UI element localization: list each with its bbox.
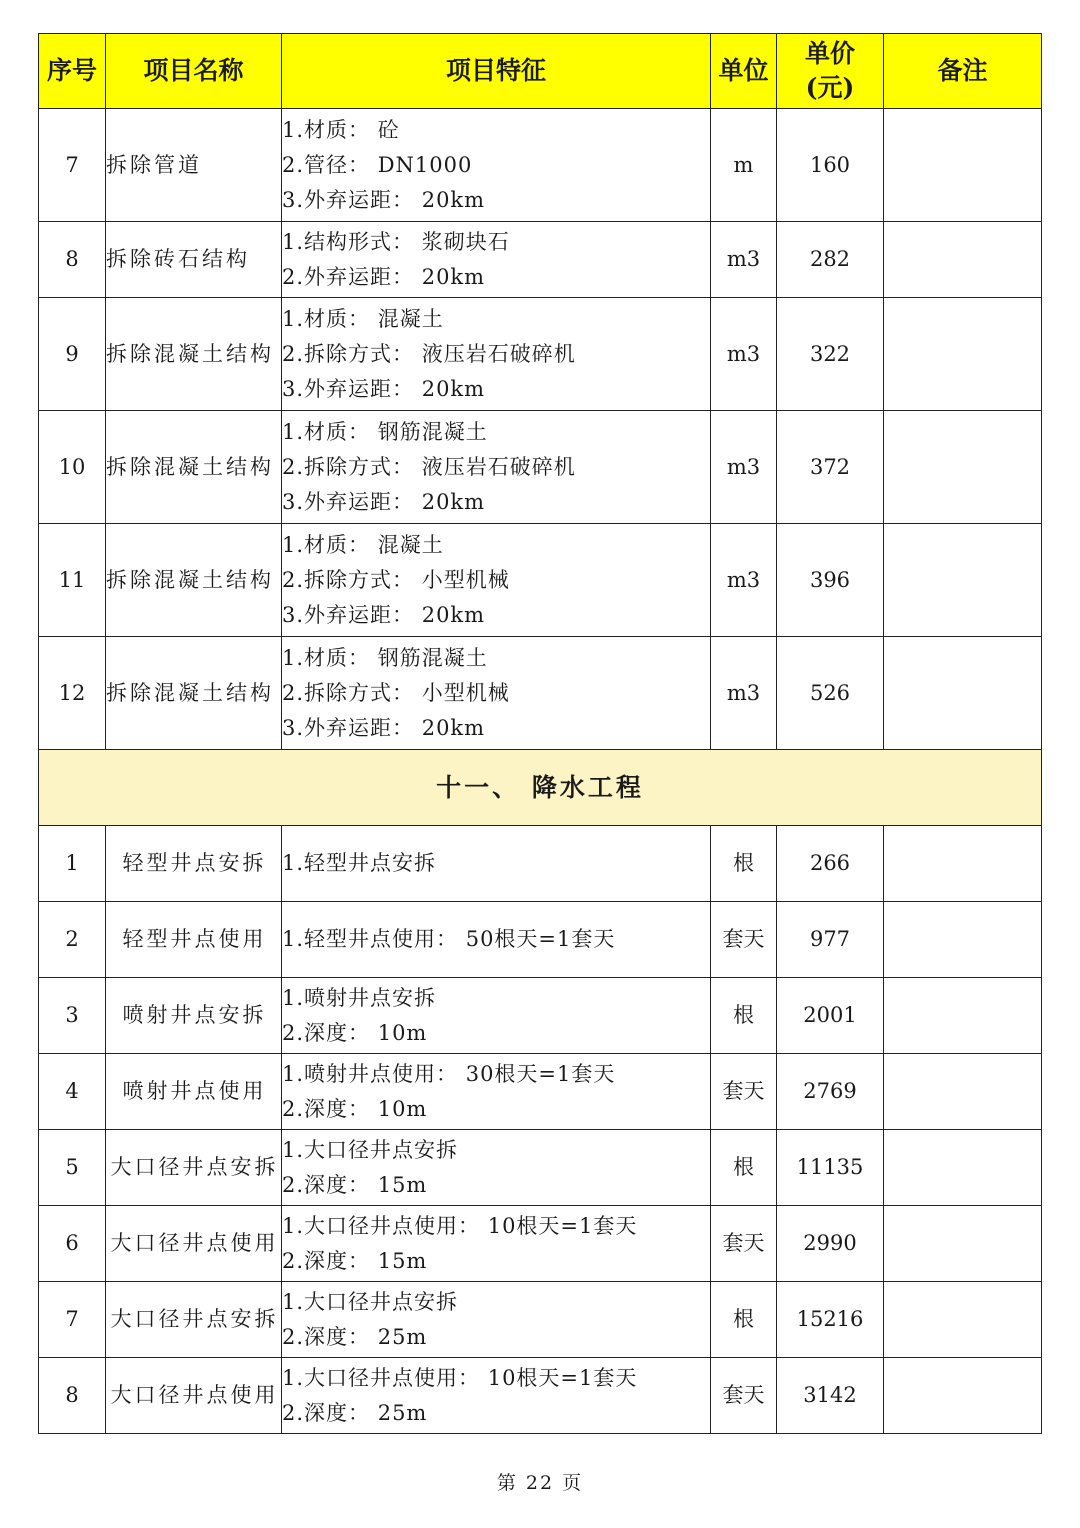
- feature-line: 1.结构形式： 浆砌块石: [282, 229, 510, 254]
- feature-line: 3.外弃运距： 20km: [282, 187, 486, 212]
- table-row: [39, 298, 1042, 411]
- section-row: [39, 750, 1042, 826]
- feature-line: 1.材质： 砼: [282, 117, 400, 142]
- cell-features: [282, 1054, 711, 1130]
- cell-no: 3: [39, 978, 106, 1054]
- cell-price: 160: [777, 109, 884, 222]
- cell-no: 7: [39, 109, 106, 222]
- feature-line: 1.喷射井点使用： 30根天=1套天: [282, 1061, 616, 1086]
- header-unit: 单位: [711, 34, 777, 109]
- cell-price: 977: [777, 902, 884, 978]
- table-header-row: [39, 34, 1042, 109]
- feature-line: 1.轻型井点使用： 50根天=1套天: [282, 927, 616, 951]
- cell-unit: 根: [711, 826, 777, 902]
- cell-name: 大口径井点使用: [106, 1206, 282, 1282]
- feature-line: 2.拆除方式： 液压岩石破碎机: [282, 454, 576, 479]
- header-feature: 项目特征: [282, 34, 711, 109]
- cell-no: 12: [39, 637, 106, 750]
- cell-features: [282, 1130, 711, 1206]
- table-row: [39, 1206, 1042, 1282]
- cell-name: 喷射井点使用: [106, 1054, 282, 1130]
- cell-price: 11135: [777, 1130, 884, 1206]
- cell-name: 喷射井点安拆: [106, 978, 282, 1054]
- feature-line: 1.材质： 混凝土: [282, 532, 444, 557]
- cell-unit: m: [711, 109, 777, 222]
- feature-line: 1.大口径井点使用： 10根天=1套天: [282, 1213, 638, 1238]
- feature-line: 1.材质： 混凝土: [282, 306, 444, 331]
- table-row: [39, 109, 1042, 222]
- cell-features: [282, 1206, 711, 1282]
- header-no: 序号: [39, 34, 106, 109]
- header-price-line2: (元): [805, 73, 855, 102]
- cell-price: 3142: [777, 1358, 884, 1434]
- cell-name: 大口径井点安拆: [106, 1282, 282, 1358]
- cell-unit: 套天: [711, 1358, 777, 1434]
- cell-features: [282, 524, 711, 637]
- cell-unit: 套天: [711, 1054, 777, 1130]
- table-row: [39, 902, 1042, 978]
- feature-line: 3.外弃运距： 20km: [282, 489, 486, 514]
- cell-remark: [884, 1282, 1042, 1358]
- feature-line: 2.外弃运距： 20km: [282, 264, 486, 289]
- cell-no: 8: [39, 222, 106, 298]
- cell-name: 拆除混凝土结构: [106, 411, 282, 524]
- header-price-line1: 单价: [804, 39, 855, 68]
- cell-unit: 根: [711, 1282, 777, 1358]
- table-body-dewatering: [39, 826, 1042, 1434]
- cell-name: 拆除管道: [106, 109, 282, 222]
- cell-price: 2990: [777, 1206, 884, 1282]
- cell-features: [282, 1282, 711, 1358]
- cell-features: [282, 902, 711, 978]
- cell-no: 4: [39, 1054, 106, 1130]
- cell-features: [282, 978, 711, 1054]
- cell-price: 282: [777, 222, 884, 298]
- feature-line: 3.外弃运距： 20km: [282, 376, 486, 401]
- cell-no: 6: [39, 1206, 106, 1282]
- section-title: 十一、 降水工程: [39, 750, 1042, 826]
- cell-remark: [884, 1206, 1042, 1282]
- feature-line: 1.大口径井点安拆: [282, 1289, 459, 1314]
- cell-price: 15216: [777, 1282, 884, 1358]
- table-row: [39, 826, 1042, 902]
- cell-no: 1: [39, 826, 106, 902]
- cell-unit: m3: [711, 222, 777, 298]
- cell-features: [282, 109, 711, 222]
- feature-line: 2.深度： 25m: [282, 1324, 428, 1349]
- feature-line: 2.深度： 10m: [282, 1096, 428, 1121]
- price-table: [38, 33, 1042, 1434]
- cell-remark: [884, 826, 1042, 902]
- cell-remark: [884, 637, 1042, 750]
- table-row: [39, 1054, 1042, 1130]
- table-row: [39, 524, 1042, 637]
- feature-line: 1.材质： 钢筋混凝土: [282, 419, 488, 444]
- table-row: [39, 637, 1042, 750]
- cell-price: 2769: [777, 1054, 884, 1130]
- cell-price: 526: [777, 637, 884, 750]
- cell-remark: [884, 902, 1042, 978]
- cell-no: 11: [39, 524, 106, 637]
- cell-unit: m3: [711, 524, 777, 637]
- feature-line: 2.深度： 15m: [282, 1172, 428, 1197]
- table-row: [39, 222, 1042, 298]
- cell-features: [282, 1358, 711, 1434]
- cell-price: 396: [777, 524, 884, 637]
- cell-remark: [884, 978, 1042, 1054]
- cell-unit: m3: [711, 298, 777, 411]
- cell-price: 322: [777, 298, 884, 411]
- table-row: [39, 1282, 1042, 1358]
- cell-name: 拆除混凝土结构: [106, 637, 282, 750]
- cell-unit: m3: [711, 411, 777, 524]
- cell-features: [282, 637, 711, 750]
- table-row: [39, 1358, 1042, 1434]
- cell-remark: [884, 1358, 1042, 1434]
- cell-no: 7: [39, 1282, 106, 1358]
- cell-no: 9: [39, 298, 106, 411]
- cell-features: [282, 411, 711, 524]
- cell-name: 拆除砖石结构: [106, 222, 282, 298]
- cell-name: 大口径井点安拆: [106, 1130, 282, 1206]
- cell-unit: 根: [711, 978, 777, 1054]
- feature-line: 1.喷射井点安拆: [282, 985, 437, 1010]
- feature-line: 2.深度： 15m: [282, 1248, 428, 1273]
- feature-line: 2.拆除方式： 小型机械: [282, 680, 510, 705]
- header-name: 项目名称: [106, 34, 282, 109]
- cell-remark: [884, 222, 1042, 298]
- cell-remark: [884, 298, 1042, 411]
- cell-name: 大口径井点使用: [106, 1358, 282, 1434]
- cell-price: 2001: [777, 978, 884, 1054]
- cell-features: [282, 222, 711, 298]
- cell-name: 轻型井点使用: [106, 902, 282, 978]
- cell-no: 10: [39, 411, 106, 524]
- cell-unit: m3: [711, 637, 777, 750]
- cell-remark: [884, 109, 1042, 222]
- feature-line: 2.管径： DN1000: [282, 152, 473, 177]
- feature-line: 1.大口径井点安拆: [282, 1137, 459, 1162]
- cell-unit: 根: [711, 1130, 777, 1206]
- feature-line: 1.材质： 钢筋混凝土: [282, 645, 488, 670]
- feature-line: 2.拆除方式： 小型机械: [282, 567, 510, 592]
- page-number: 第 22 页: [496, 1472, 584, 1494]
- feature-line: 2.拆除方式： 液压岩石破碎机: [282, 341, 576, 366]
- header-price: [777, 34, 884, 109]
- cell-price: 372: [777, 411, 884, 524]
- cell-features: [282, 298, 711, 411]
- cell-unit: 套天: [711, 1206, 777, 1282]
- cell-features: [282, 826, 711, 902]
- feature-line: 2.深度： 25m: [282, 1400, 428, 1425]
- table-row: [39, 411, 1042, 524]
- feature-line: 2.深度： 10m: [282, 1020, 428, 1045]
- cell-name: 拆除混凝土结构: [106, 298, 282, 411]
- table-body-demolition: [39, 109, 1042, 750]
- cell-name: 轻型井点安拆: [106, 826, 282, 902]
- cell-remark: [884, 1054, 1042, 1130]
- table-row: [39, 978, 1042, 1054]
- cell-remark: [884, 524, 1042, 637]
- feature-line: 3.外弃运距： 20km: [282, 715, 486, 740]
- cell-no: 2: [39, 902, 106, 978]
- cell-price: 266: [777, 826, 884, 902]
- cell-unit: 套天: [711, 902, 777, 978]
- cell-remark: [884, 411, 1042, 524]
- feature-line: 1.大口径井点使用： 10根天=1套天: [282, 1365, 638, 1390]
- feature-line: 3.外弃运距： 20km: [282, 602, 486, 627]
- cell-name: 拆除混凝土结构: [106, 524, 282, 637]
- header-remark: 备注: [884, 34, 1042, 109]
- feature-line: 1.轻型井点安拆: [282, 851, 437, 875]
- cell-remark: [884, 1130, 1042, 1206]
- cell-no: 5: [39, 1130, 106, 1206]
- cell-no: 8: [39, 1358, 106, 1434]
- table-row: [39, 1130, 1042, 1206]
